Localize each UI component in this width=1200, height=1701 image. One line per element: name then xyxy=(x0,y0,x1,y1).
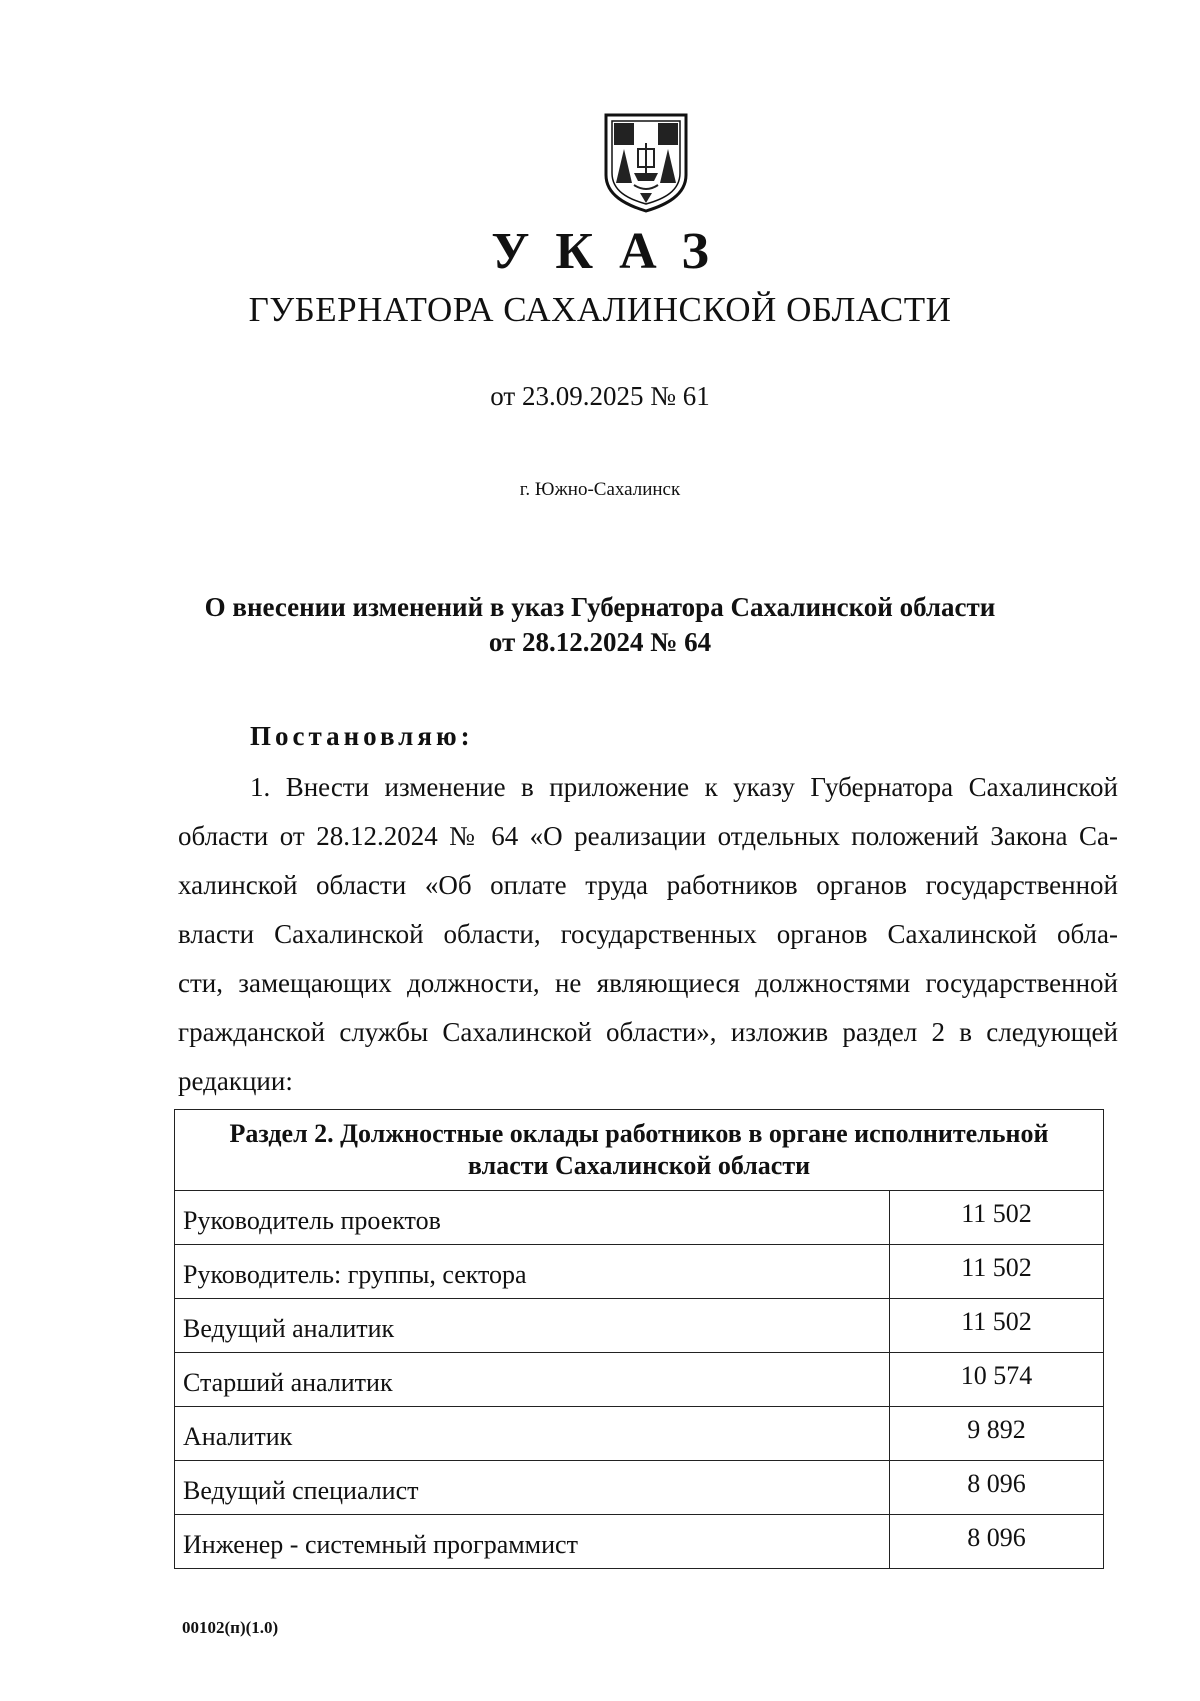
decree-word: Постановляю: xyxy=(250,721,474,751)
paragraph-line: сти, замещающих должности, не являющиеся должностями государственной xyxy=(178,968,1118,998)
position-cell: Аналитик xyxy=(175,1407,890,1461)
position-cell: Руководитель проектов xyxy=(175,1191,890,1245)
table-row xyxy=(175,1245,1104,1299)
paragraph-line: халинской области «Об оплате труда работников органов государственной xyxy=(178,870,1118,900)
table-row xyxy=(175,1191,1104,1245)
salary-cell: 11 502 xyxy=(890,1191,1104,1245)
document-title: УКАЗ xyxy=(491,223,735,280)
salary-table xyxy=(174,1109,1104,1569)
form-code: 00102(п)(1.0) xyxy=(182,1618,279,1637)
paragraph-line: гражданской службы Сахалинской области», изложив раздел 2 в следующей xyxy=(178,1017,1118,1047)
table-row xyxy=(175,1461,1104,1515)
position-cell: Инженер - системный программист xyxy=(175,1515,890,1569)
heading-line: О внесении изменений в указ Губернатора Сахалинской области xyxy=(204,592,996,622)
paragraph-line: области от 28.12.2024 № 64 «О реализации отдельных положений Закона Са- xyxy=(178,821,1118,851)
coat-of-arms-icon xyxy=(604,113,688,213)
document-heading xyxy=(0,590,1200,660)
paragraph-line: редакции: xyxy=(178,1066,293,1096)
paragraph-line: власти Сахалинской области, государственных органов Сахалинской обла- xyxy=(178,919,1118,949)
heading-line: от 28.12.2024 № 64 xyxy=(488,627,712,657)
salary-cell: 11 502 xyxy=(890,1245,1104,1299)
position-cell: Ведущий специалист xyxy=(175,1461,890,1515)
table-row xyxy=(175,1407,1104,1461)
position-cell: Ведущий аналитик xyxy=(175,1299,890,1353)
table-caption-row xyxy=(175,1110,1104,1191)
table-row xyxy=(175,1353,1104,1407)
table-row xyxy=(175,1515,1104,1569)
paragraph-1 xyxy=(178,763,1118,1106)
document-city: г. Южно-Сахалинск xyxy=(519,479,681,500)
table-caption xyxy=(175,1110,1104,1191)
salary-cell: 11 502 xyxy=(890,1299,1104,1353)
paragraph-line: 1. Внести изменение в приложение к указу Губернатора Сахалинской xyxy=(250,772,1118,802)
position-cell: Старший аналитик xyxy=(175,1353,890,1407)
table-row xyxy=(175,1299,1104,1353)
document-issuer: ГУБЕРНАТОРА САХАЛИНСКОЙ ОБЛАСТИ xyxy=(248,290,952,329)
salary-cell: 10 574 xyxy=(890,1353,1104,1407)
position-cell: Руководитель: группы, сектора xyxy=(175,1245,890,1299)
caption-line: Раздел 2. Должностные оклады работников в органе исполнительной xyxy=(229,1119,1049,1148)
caption-line: власти Сахалинской области xyxy=(467,1151,811,1180)
salary-cell: 8 096 xyxy=(890,1515,1104,1569)
document-date-number: от 23.09.2025 № 61 xyxy=(490,381,710,411)
salary-cell: 8 096 xyxy=(890,1461,1104,1515)
salary-cell: 9 892 xyxy=(890,1407,1104,1461)
